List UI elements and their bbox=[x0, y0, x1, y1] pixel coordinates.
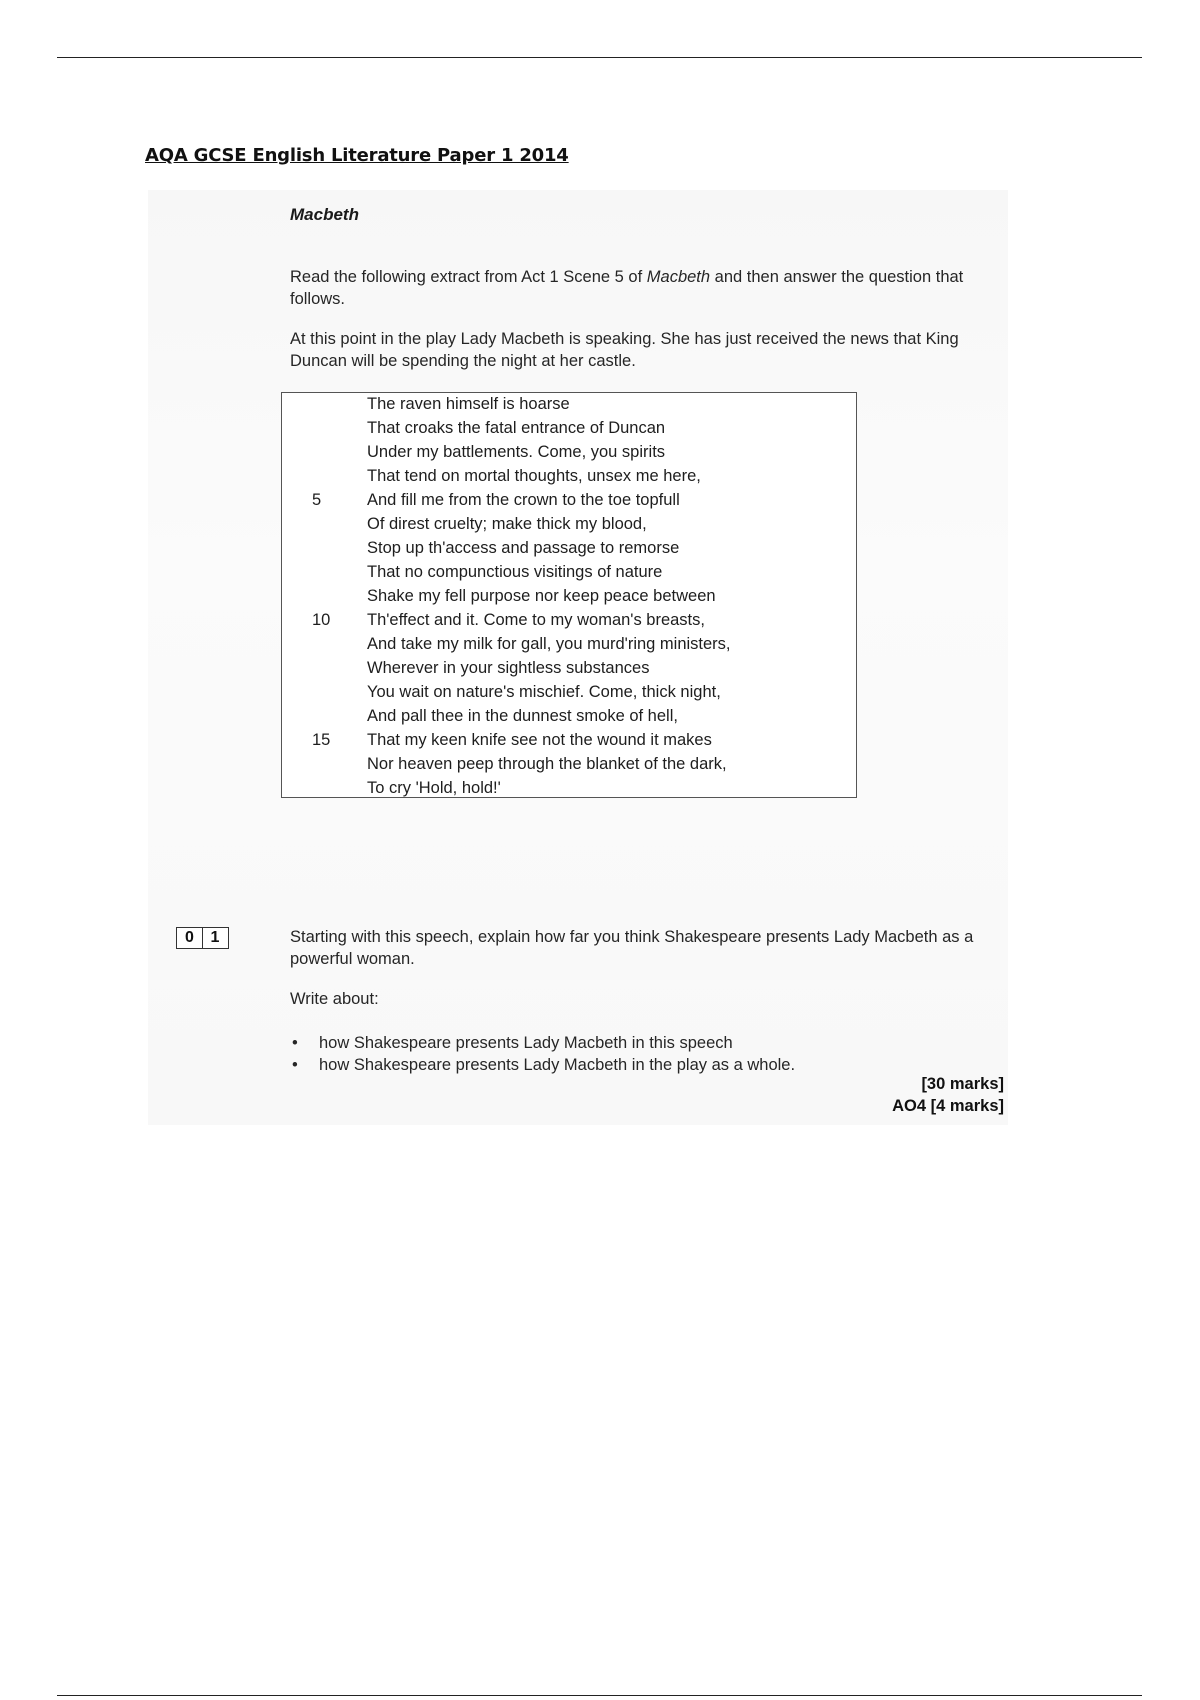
extract-line: That my keen knife see not the wound it makes bbox=[367, 731, 712, 749]
intro-text-before: Read the following extract from Act 1 Scene 5 of bbox=[290, 268, 647, 286]
section-title: Macbeth bbox=[290, 205, 359, 224]
intro-text-after: and then answer the question that follows. bbox=[290, 268, 964, 308]
extract-line: That no compunctious visitings of nature bbox=[367, 563, 663, 581]
extract-line: Stop up th'access and passage to remorse bbox=[367, 539, 680, 557]
extract-line: That tend on mortal thoughts, unsex me here, bbox=[367, 467, 701, 485]
line-number: 15 bbox=[312, 731, 331, 749]
extract-line: And take my milk for gall, you murd'ring ministers, bbox=[367, 635, 731, 653]
ao4-marks: AO4 [4 marks] bbox=[892, 1097, 1004, 1115]
top-rule bbox=[57, 57, 1142, 58]
extract-context: At this point in the play Lady Macbeth is speaking. She has just received the news that King Duncan will be spending the night at her castle. bbox=[290, 330, 959, 370]
question-number-digit: 0 bbox=[176, 927, 203, 949]
extract-line: And pall thee in the dunnest smoke of hell, bbox=[367, 707, 678, 725]
line-number: 10 bbox=[312, 611, 331, 629]
write-about-label: Write about: bbox=[290, 990, 379, 1008]
marks-total: [30 marks] bbox=[921, 1075, 1004, 1093]
bullet-icon: • bbox=[292, 1034, 298, 1052]
extract-line: Wherever in your sightless substances bbox=[367, 659, 650, 677]
extract-introduction bbox=[290, 266, 1005, 310]
extract-line: Nor heaven peep through the blanket of the dark, bbox=[367, 755, 727, 773]
question-number-box bbox=[176, 927, 229, 949]
extract-line: Th'effect and it. Come to my woman's breasts, bbox=[367, 611, 705, 629]
extract-line: Shake my fell purpose nor keep peace between bbox=[367, 587, 716, 605]
bullet-icon: • bbox=[292, 1056, 298, 1074]
intro-play-title: Macbeth bbox=[646, 268, 711, 286]
bullet-item bbox=[290, 1054, 795, 1076]
bottom-rule bbox=[57, 1695, 1142, 1696]
bullet-text: how Shakespeare presents Lady Macbeth in the play as a whole. bbox=[319, 1056, 796, 1074]
extract-line: That croaks the fatal entrance of Duncan bbox=[367, 419, 666, 437]
line-number: 5 bbox=[312, 491, 322, 509]
extract-line: Of direst cruelty; make thick my blood, bbox=[367, 515, 647, 533]
bullet-list bbox=[290, 1032, 795, 1076]
extract-line: To cry 'Hold, hold!' bbox=[367, 779, 501, 797]
extract-line: You wait on nature's mischief. Come, thick night, bbox=[367, 683, 721, 701]
bullet-text: how Shakespeare presents Lady Macbeth in this speech bbox=[319, 1034, 733, 1052]
document-title: AQA GCSE English Literature Paper 1 2014 bbox=[145, 145, 569, 166]
question-number-digit: 1 bbox=[202, 927, 229, 949]
extract-line: Under my battlements. Come, you spirits bbox=[367, 443, 666, 461]
bullet-item bbox=[290, 1032, 795, 1054]
extract-line: And fill me from the crown to the toe topfull bbox=[367, 491, 680, 509]
extract-line: The raven himself is hoarse bbox=[367, 395, 570, 413]
question-text: Starting with this speech, explain how far you think Shakespeare presents Lady Macbeth as a powerful woman. bbox=[290, 928, 974, 968]
